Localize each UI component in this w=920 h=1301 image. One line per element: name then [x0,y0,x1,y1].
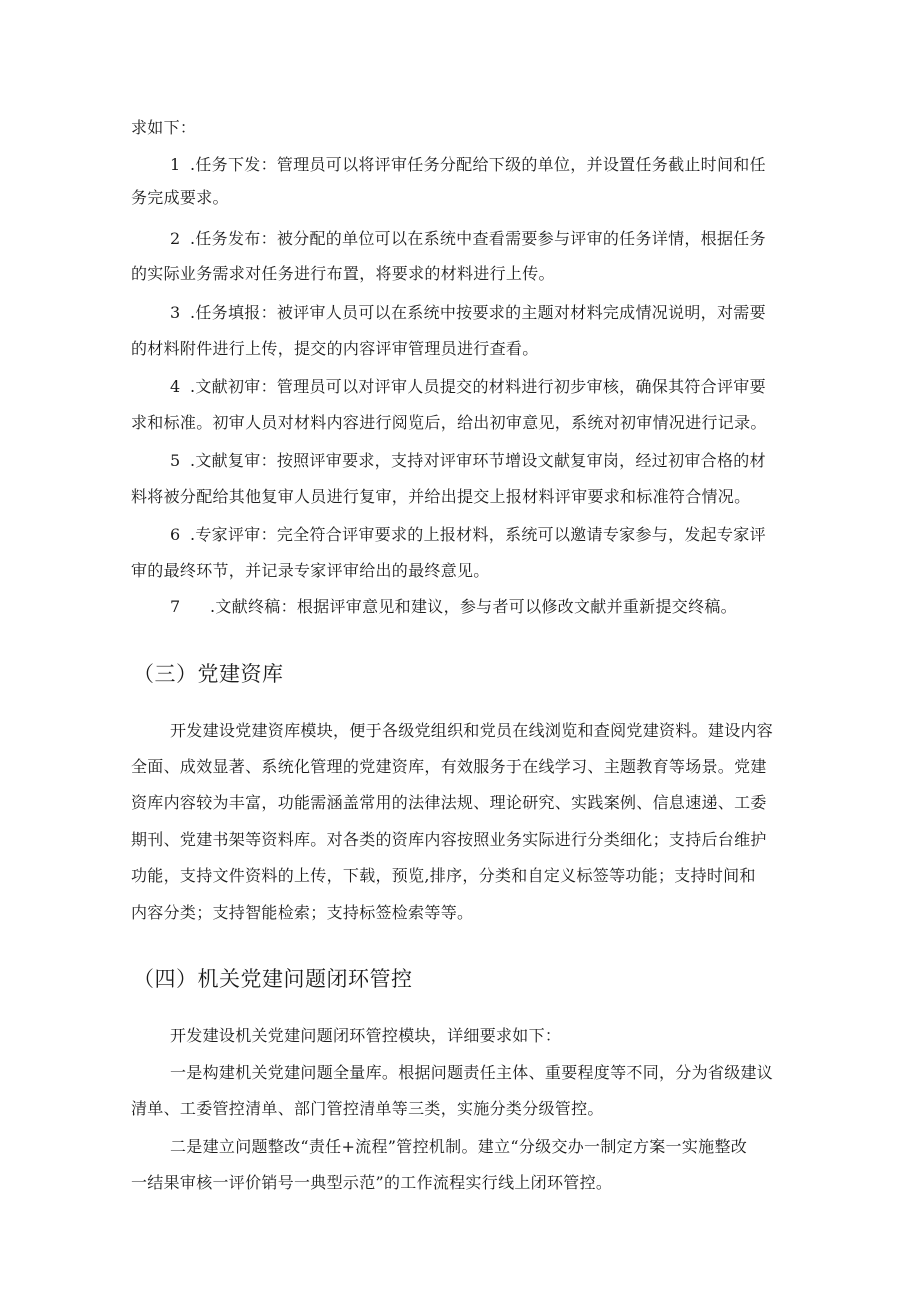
list-item-6-text: .专家评审：完全符合评审要求的上报材料，系统可以邀请专家参与，发起专家评 [190,525,766,544]
section-3-line-3: 资库内容较为丰富，功能需涵盖常用的法律法规、理论研究、实践案例、信息速递、工委 [131,793,767,812]
section-4-heading: （四）机关党建问题闭环管控 [133,967,413,991]
section-3-line-4: 期刊、党建书架等资料库。对各类的资库内容按照业务实际进行分类细化；支持后台维护 [131,830,767,849]
list-item-3-number: 3 [170,303,181,322]
list-item-1-line-1 [170,154,766,176]
list-item-6-number: 6 [170,525,181,544]
list-item-2-number: 2 [170,229,181,248]
list-item-1-line-2: 务完成要求。 [131,188,229,207]
list-item-3-line-1 [170,302,766,324]
list-item-4-text: .文献初审：管理员可以对评审人员提交的材料进行初步审核，确保其符合评审要 [190,377,766,396]
list-item-7-line-1 [170,596,737,618]
list-item-4-line-2: 求和标准。初审人员对材料内容进行阅览后，给出初审意见，系统对初审情况进行记录。 [131,413,767,432]
section-4-line-2: 一是构建机关党建问题全量库。根据问题责任主体、重要程度等不同，分为省级建议 [170,1063,774,1082]
list-item-5-number: 5 [170,451,181,470]
list-item-2-line-1 [170,228,766,250]
section-4-line-4: 二是建立问题整改“责任+流程”管控机制。建立“分级交办一制定方案一实施整改 [170,1137,748,1156]
section-3-line-5: 功能，支持文件资料的上传，下载，预览,排序，分类和自定义标签等功能；支持时间和 [131,866,756,885]
list-item-4-line-1 [170,376,766,398]
section-4-line-1: 开发建设机关党建问题闭环管控模块，详细要求如下： [170,1026,562,1045]
list-item-3-line-2: 的材料附件进行上传，提交的内容评审管理员进行查看。 [131,339,539,358]
section-3-line-2: 全面、成效显著、系统化管理的党建资库，有效服务于在线学习、主题教育等场景。党建 [131,757,767,776]
list-item-4-number: 4 [170,377,181,396]
list-item-6-line-2: 审的最终环节，并记录专家评审给出的最终意见。 [131,561,490,580]
list-item-1-text: .任务下发：管理员可以将评审任务分配给下级的单位，并设置任务截止时间和任 [190,155,766,174]
list-item-6-line-1 [170,524,766,546]
list-item-5-line-2: 料将被分配给其他复审人员进行复审，并给出提交上报材料评审要求和标准符合情况。 [131,487,751,506]
section-4-line-3: 清单、工委管控清单、部门管控清单等三类，实施分类分级管控。 [131,1099,604,1118]
list-item-1-number: 1 [170,155,181,174]
list-item-2-text: .任务发布：被分配的单位可以在系统中查看需要参与评审的任务详情，根据任务 [190,229,766,248]
section-4-line-5: 一结果审核一评价销号一典型示范”的工作流程实行线上闭环管控。 [131,1173,613,1192]
list-item-3-text: .任务填报：被评审人员可以在系统中按要求的主题对材料完成情况说明，对需要 [190,303,766,322]
section-3-heading: （三）党建资库 [133,662,284,686]
section-3-line-1: 开发建设党建资库模块，便于各级党组织和党员在线浏览和查阅党建资料。建设内容 [170,721,774,740]
section-3-line-6: 内容分类；支持智能检索；支持标签检索等等。 [131,903,474,922]
list-item-7-text: .文献终稿：根据评审意见和建议，参与者可以修改文献并重新提交终稿。 [210,597,737,616]
intro-tail: 求如下： [131,118,197,137]
list-item-2-line-2: 的实际业务需求对任务进行布置，将要求的材料进行上传。 [131,264,555,283]
list-item-5-text: .文献复审：按照评审要求，支持对评审环节增设文献复审岗，经过初审合格的材 [190,451,766,470]
list-item-5-line-1 [170,450,766,472]
list-item-7-number: 7 [170,597,181,616]
